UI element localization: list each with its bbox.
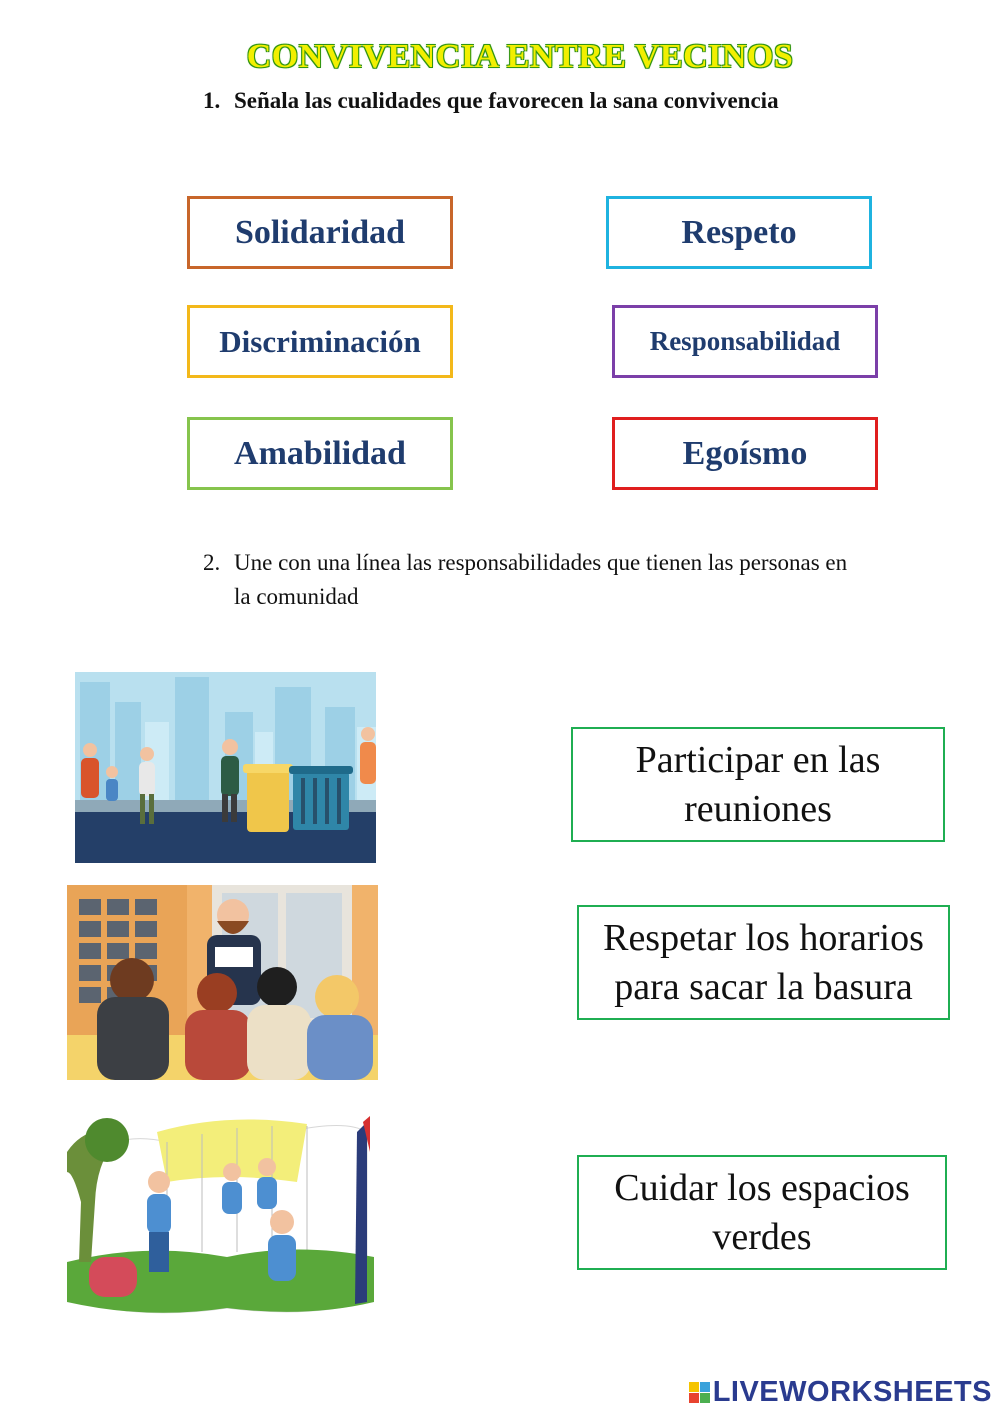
liveworksheets-logo-icon xyxy=(689,1382,710,1403)
question-1 xyxy=(203,84,853,118)
people-taking-out-trash-illustration[interactable] xyxy=(75,672,376,863)
quality-option-egoismo[interactable] xyxy=(612,417,878,490)
quality-option-discriminacion[interactable] xyxy=(187,305,453,378)
meeting-scene-icon xyxy=(67,885,378,1080)
responsibility-option-basura[interactable] xyxy=(577,905,950,1020)
question-2-text: Une con una línea las responsabilidades que tienen las personas en la comunidad xyxy=(234,550,848,609)
question-1-text: Señala las cualidades que favorecen la sana convivencia xyxy=(234,88,779,113)
brand-name: LIVEWORKSHEETS xyxy=(712,1376,992,1408)
quality-label: Egoísmo xyxy=(682,434,808,472)
question-1-number: 1. xyxy=(203,88,221,113)
quality-label: Discriminación xyxy=(219,323,421,359)
quality-option-responsabilidad[interactable] xyxy=(612,305,878,378)
quality-option-solidaridad[interactable] xyxy=(187,196,453,269)
quality-label: Responsabilidad xyxy=(649,326,841,356)
quality-label: Solidaridad xyxy=(234,213,406,251)
responsibility-option-espacios-verdes[interactable] xyxy=(577,1155,947,1270)
trash-scene-icon xyxy=(75,672,376,863)
green-spaces-scene-icon xyxy=(67,1112,374,1320)
responsibility-option-reuniones[interactable] xyxy=(571,727,945,842)
quality-option-amabilidad[interactable] xyxy=(187,417,453,490)
quality-option-respeto[interactable] xyxy=(606,196,872,269)
page-title: CONVIVENCIA ENTRE VECINOS xyxy=(246,38,794,75)
people-caring-green-spaces-illustration[interactable] xyxy=(67,1112,374,1320)
responsibility-label: Cuidar los espacios verdes xyxy=(614,1166,910,1258)
liveworksheets-brand xyxy=(689,1376,992,1409)
responsibility-label: Respetar los horarios para sacar la basura xyxy=(603,916,924,1008)
neighbors-meeting-illustration[interactable] xyxy=(67,885,378,1080)
question-2-number: 2. xyxy=(203,550,221,575)
quality-label: Respeto xyxy=(681,213,797,251)
quality-label: Amabilidad xyxy=(234,434,406,472)
question-2 xyxy=(203,546,853,614)
responsibility-label: Participar en las reuniones xyxy=(635,738,881,830)
